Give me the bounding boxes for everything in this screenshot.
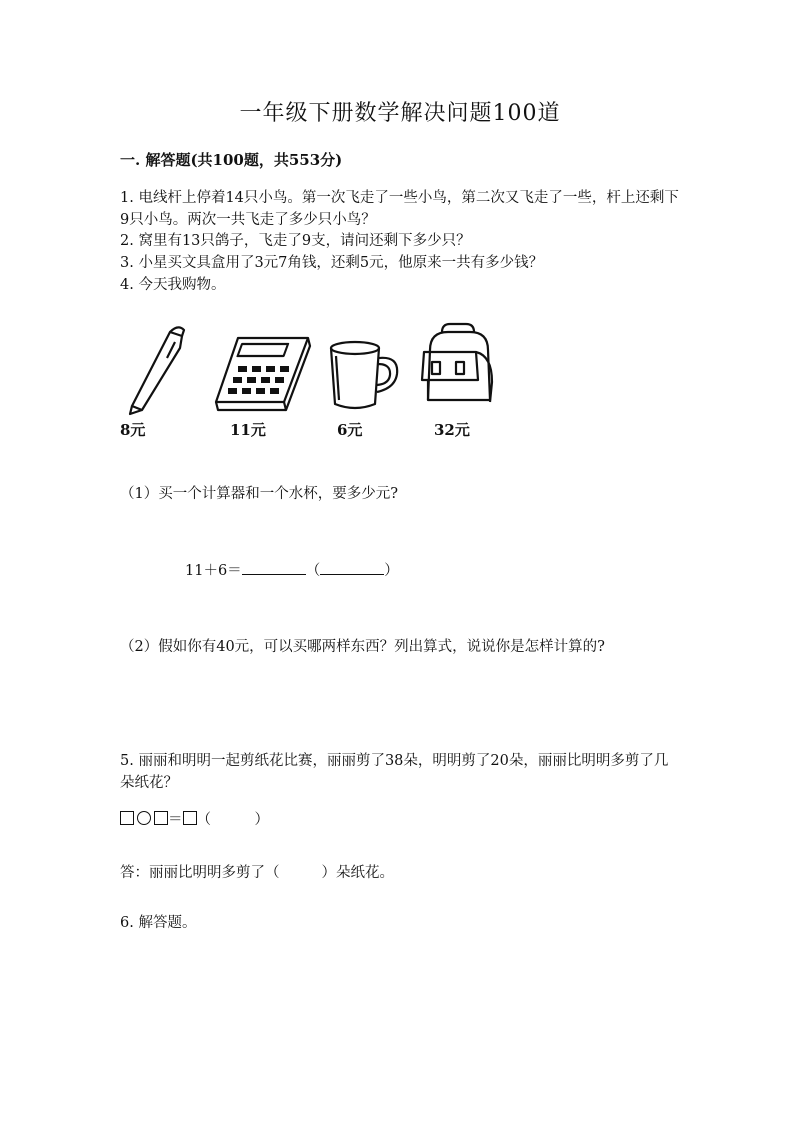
item-backpack <box>418 322 508 442</box>
shopping-items <box>120 322 500 442</box>
item-pen <box>120 322 210 442</box>
unit-blank[interactable] <box>320 560 384 575</box>
price-pen: 8元 <box>120 421 146 439</box>
question-6: 6. 解答题。 <box>120 915 197 931</box>
equation-line <box>185 560 399 582</box>
pen-icon <box>120 322 200 417</box>
result-box[interactable] <box>183 811 197 825</box>
unit-close-paren: ） <box>384 563 399 579</box>
item-cup <box>325 322 415 442</box>
equals-sign: ＝ <box>168 812 183 828</box>
question-5: 5. 丽丽和明明一起剪纸花比赛，丽丽剪了38朵，明明剪了20朵，丽丽比明明多剪了几朵纸花？ <box>120 753 669 791</box>
item-calculator <box>212 322 302 442</box>
question-4-part-2: （2）假如你有40元，可以买哪两样东西？列出算式，说说你是怎样计算的? <box>120 639 605 655</box>
answer-blank[interactable] <box>242 560 306 575</box>
backpack-icon <box>418 322 500 417</box>
unit-open-paren: （ <box>305 563 321 579</box>
equation-template <box>120 809 269 831</box>
section-heading: 一. 解答题(共100题，共553分) <box>120 151 343 169</box>
calculator-icon <box>212 322 312 417</box>
price-cup: 6元 <box>337 421 363 439</box>
question-4-part-1: （1）买一个计算器和一个水杯，要多少元? <box>120 486 398 502</box>
question-3: 3. 小星买文具盒用了3元7角钱，还剩5元，他原来一共有多少钱？ <box>120 255 544 271</box>
question-2: 2. 窝里有13只鸽子，飞走了9支，请问还剩下多少只？ <box>120 233 471 249</box>
question-5-answer <box>120 862 394 884</box>
operator-circle[interactable] <box>137 811 151 825</box>
question-1: 1. 电线杆上停着14只小鸟。第一次飞走了一些小鸟，第二次又飞走了一些，杆上还剩下9只小鸟。两次一共飞走了多少只小鸟？ <box>120 190 679 228</box>
page-title: 一年级下册数学解决问题100道 <box>239 101 561 126</box>
price-calculator: 11元 <box>230 421 266 439</box>
cup-icon <box>325 322 405 417</box>
answer-suffix: ）朵纸花。 <box>321 865 394 881</box>
answer-prefix: 答：丽丽比明明多剪了（ <box>120 865 280 881</box>
question-4: 4. 今天我购物。 <box>120 277 226 293</box>
equation-text: 11＋6＝ <box>185 563 242 579</box>
unit-paren: （ ） <box>196 812 269 828</box>
price-backpack: 32元 <box>434 421 470 439</box>
number-box[interactable] <box>120 811 134 825</box>
number-box[interactable] <box>154 811 168 825</box>
